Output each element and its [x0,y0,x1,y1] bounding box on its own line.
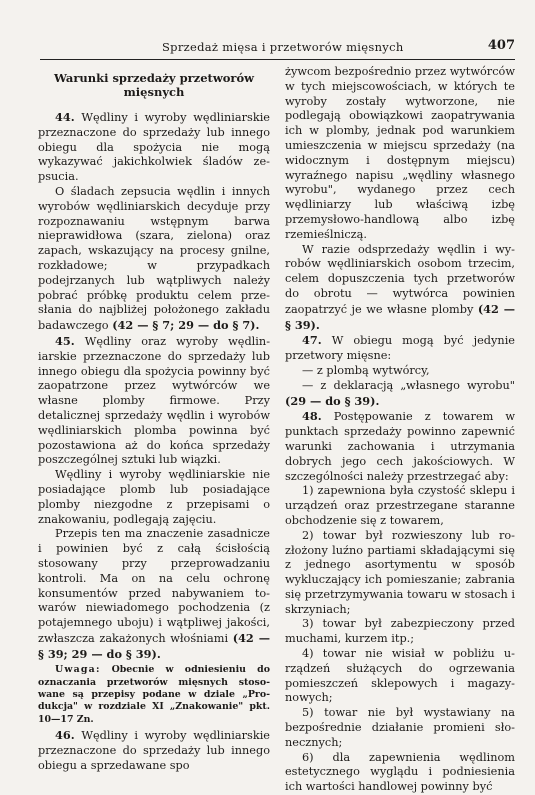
section-heading: Warunki sprzedaży przetworów mięsnych [53,71,255,99]
list-item: 2) towar był rozwieszony lub rozłożony luźno partiami składającymi się z jednego asortymentu w sposób wykluczający ich pomieszanie; zabrania się przetrzymywania towaru w stosach i skrzyniach; [285,528,515,616]
list-item: 6) dla zapewnienia wędlinom estetycznego wyglądu i podniesienia ich wartości handlowej powinny być [285,750,515,794]
note-label: Uwaga: [55,664,101,676]
list-item: 4) towar nie wisiał w pobliżu urządzeń służących do ogrzewania pomieszczeń sklepowych i magazynowych; [285,647,515,705]
paragraph-45 [38,334,270,468]
paragraph-47 [285,333,515,364]
paragraph-number: 44. [55,110,75,124]
legal-reference: (42 — § 39; 29 — do § 39). [38,630,271,661]
paragraph-number: 45. [55,333,75,348]
right-column [285,65,515,795]
paragraph-44 [38,110,270,185]
note-text: Obecnie w odniesieniu do oznaczania przetworów mięsnych stosowane są przepisy podane w dziale „Produkcja" w rozdziale XI „Znakowanie" pkt. 10—17 Zn. [38,664,270,725]
paragraph-text: O śladach zepsucia wędlin i innych wyrobów wędliniarskich decyduje przy rozpoznawaniu wstępnym barwa nieprawidłowa (szara, zielona) oraz zapach, wskazujący na procesy gnilne, rozkładowe; w przypadkach podejrzanych lub wątpliwych należy pobrać próbkę produktu celem przesłania do najbliżej położonego zakładu badawczego [38,184,270,333]
paragraph-text: Przepis ten ma znaczenie zasadnicze i powinien być z całą ścisłością stosowany przy przeprowadzaniu kontroli. Ma on na celu ochronę konsumentów przed nabywaniem towarów niewiadomego pochodzenia (z potajemnego uboju) i wątpliwej jakości, zwłaszcza zakażonych włośniami [38,527,270,645]
paragraph-text: Wędliny i wyroby wędliniarskie przeznaczone do sprzedaży lub innego obiegu a sprzedawane spo [38,728,270,772]
paragraph-text: Postępowanie z towarem w punktach sprzedaży powinno zapewnić warunki zachowania i utrzymania dobrych jego cech jakościowych. W szczególności należy przestrzegać aby: [285,410,516,483]
paragraph-text: Wędliny i wyroby wędliniarskie przeznaczone do sprzedaży lub innego obiegu dla spożycia nie mogą wykazywać jakichkolwiek śladów zepsucia. [38,111,270,184]
paragraph-text: W razie odsprzedaży wędlin i wyrobów wędliniarskich osobom trzecim, celem dopuszczenia tych przetworów do obrotu — wytwórca powinien zaopatrzyć je we własne plomby [285,242,515,316]
header-rule [40,59,515,60]
legal-reference: (42 — § 39). [285,301,515,332]
list-item: — z plombą wytwórcy, [302,363,430,377]
legal-reference: (29 — do § 39). [285,393,380,408]
paragraph-number: 48. [302,409,322,424]
legal-reference: (42 — § 7; 29 — do § 7). [112,318,260,333]
paragraph-46-continued: żywcom bezpośrednio przez wytwórców w tych miejscowościach, w których te wyroby zostały wytworzone, nie podlegają obowiązkowi zaopatrywania ich w plomby, jednak pod warunkiem umieszczenia w miejscu sprzedaży (na widocznym i dostępnym miejscu) wyraźnego napisu „wędliny własnego wyrobu", wydanego przez cech wędliniarzy lub właściwą izbę przemysłowo-handlową albo izbę rzemieślniczą. [285,65,515,241]
paragraph-number: 47. [302,333,322,348]
paragraph-45-continued: Wędliny i wyroby wędliniarskie nie posiadające plomb lub posiadające plomby niezgodne z przepisami o znakowaniu, podlegają zajęciu. [38,468,270,526]
paragraph-text: Wędliny oraz wyroby wędliniarskie przeznaczone do sprzedaży lub innego obiegu dla spożycia powinny być zaopatrzone przez wytwórców we własne plomby firmowe. Przy detalicznej sprzedaży wędlin i wyrobów wędliniarskich plomba powinna być pozostawiona aż do końca sprzedaży poszczególnej sztuki lub wiązki. [38,334,271,467]
list-item-text: — z deklaracją „własnego wyrobu" [302,378,515,392]
paragraph-46-resale [285,243,515,334]
paragraph-44-continued [38,185,270,334]
paragraph-46 [38,728,270,773]
left-column [38,65,270,773]
paragraph-number: 46. [55,727,75,742]
list-item: 3) towar był zabezpieczony przed muchami, kurzem itp.; [285,617,515,646]
list-item: 5) towar nie był wystawiany na bezpośrednie działanie promieni słonecznych; [285,706,515,749]
note [38,664,270,725]
list-item: 1) zapewniona była czystość sklepu i urządzeń oraz przestrzegane staranne obchodzenie się z towarem, [285,484,515,527]
paragraph-45-principle [38,527,270,662]
running-title: Sprzedaż mięsa i przetworów mięsnych [162,40,404,54]
list-item [285,379,515,410]
paragraph-text: W obiegu mogą być jedynie przetwory mięsne: [285,334,515,363]
running-header [40,40,515,58]
paragraph-48 [285,409,515,484]
page-number: 407 [487,38,515,53]
